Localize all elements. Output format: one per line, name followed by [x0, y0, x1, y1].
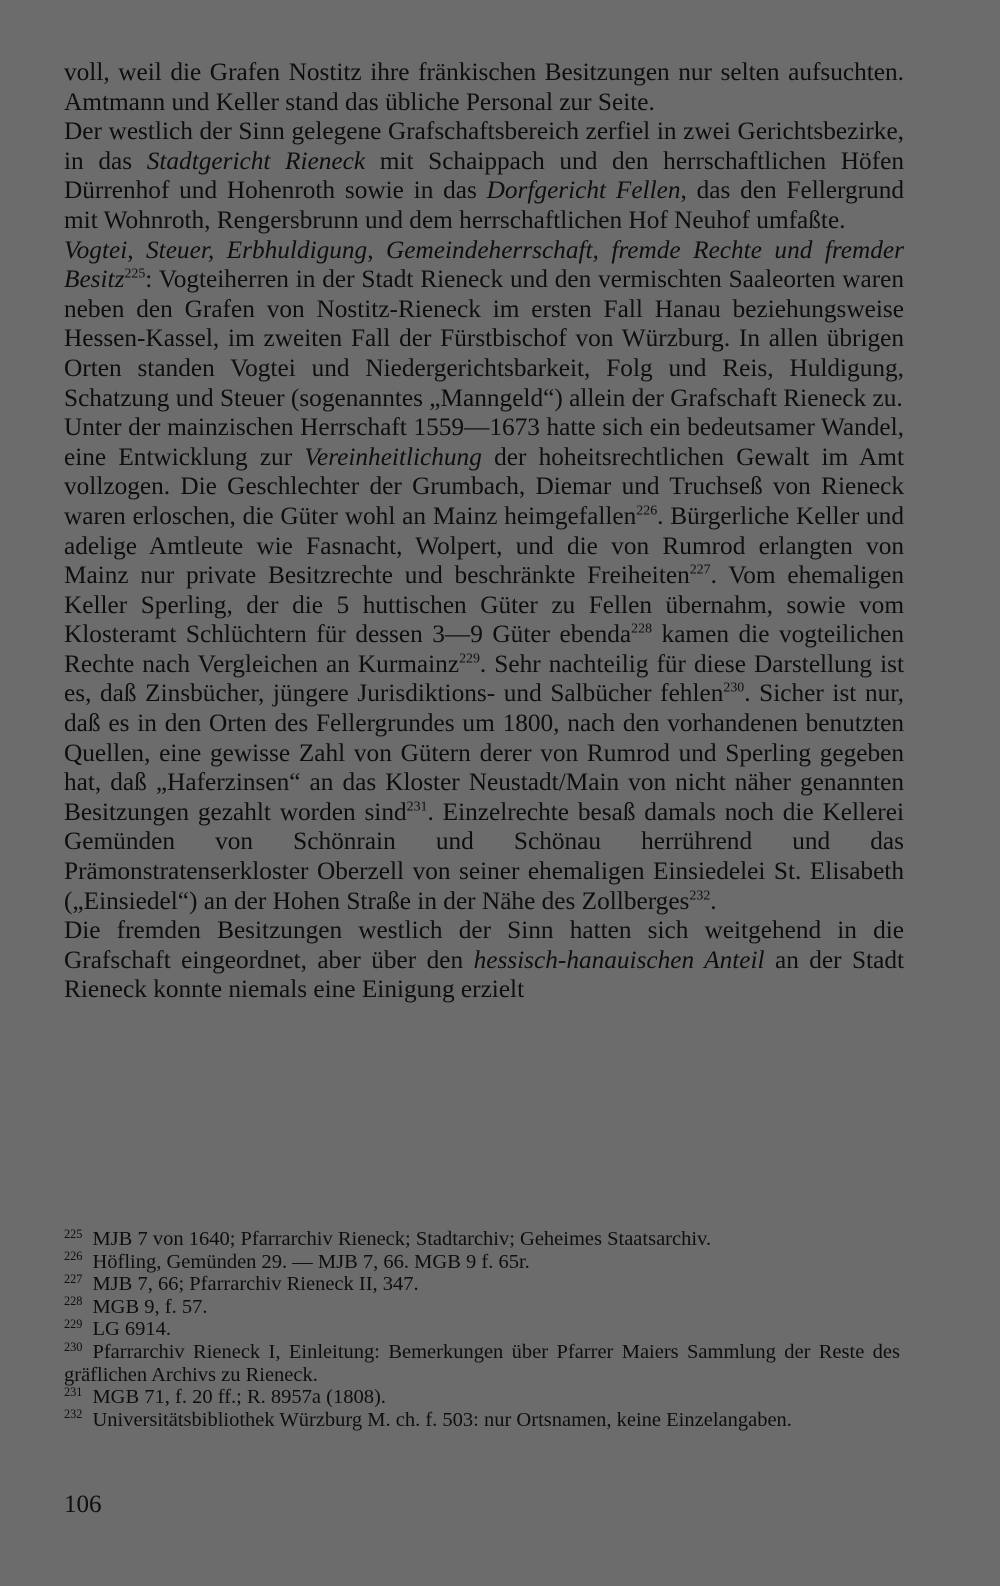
- text-run: . Einzelrechte besaß damals noch die Kellerei Gemünden von Schönrain und Schönau herrührend und das Prämonstratenserkloster Oberzell von seiner ehemaligen Einsiedelei St. Elisabeth („Einsiedel“) an der Hohen Straße in der Nähe des Zollberges: [64, 797, 904, 915]
- text-run: voll, weil die Grafen Nostitz ihre fränkischen Besitzungen nur selten aufsuchten. Amtmann und Keller stand das übliche Personal zur Seite.: [64, 58, 904, 116]
- footnote: [64, 1386, 900, 1409]
- paragraph-4: [64, 413, 904, 916]
- footnote-number: 225: [64, 1226, 83, 1241]
- footnote-text: Höfling, Gemünden 29. — MJB 7, 66. MGB 9 f. 65r.: [92, 1250, 530, 1273]
- footnote: [64, 1341, 900, 1386]
- text-run: : Vogteiherren in der Stadt Rieneck und den vermischten Saaleorten waren neben den Grafen von Nostitz-Rieneck im ersten Fall Hanau beziehungsweise Hessen-Kassel, im zweiten Fall der Fürstbischof von Würzburg. In allen übrigen Orten standen Vogtei und Niedergerichtsbarkeit, Folg und Reis, Huldigung, Schatzung und Steuer (sogenanntes „Manngeld“) allein der Grafschaft Rieneck zu.: [64, 265, 904, 412]
- footnote-number: 232: [64, 1407, 83, 1422]
- text-run: .: [710, 886, 717, 915]
- footnote-text: MJB 7 von 1640; Pfarrarchiv Rieneck; Stadtarchiv; Geheimes Staatsarchiv.: [92, 1228, 712, 1250]
- footnote: [64, 1409, 900, 1432]
- section-heading-italic: Vogtei, Steuer, Erbhuldigung, Gemeindeherrschaft, fremde Rechte und fremder Besitz: [64, 235, 904, 294]
- footnote: [64, 1228, 900, 1251]
- text-run: Unter der mainzischen Herrschaft 1559—1673 hatte sich ein bedeutsamer Wandel, eine Entwicklung zur: [64, 413, 904, 471]
- footnote-text: Pfarrarchiv Rieneck I, Einleitung: Bemerkungen über Pfarrer Maiers Sammlung der Reste des gräflichen Archivs zu Rieneck.: [64, 1340, 900, 1386]
- footnote-text: LG 6914.: [92, 1318, 172, 1341]
- footnotes: [64, 1228, 900, 1431]
- text-run: , das den Fellergrund mit Wohnroth, Rengersbrunn und dem herrschaftlichen Hof Neuhof umfaßte.: [64, 176, 904, 234]
- footnote-ref: 227: [689, 562, 711, 578]
- footnote-number: 230: [64, 1339, 83, 1354]
- footnote: [64, 1273, 900, 1296]
- italic-term: Stadtgericht Rieneck: [146, 146, 366, 175]
- paragraph-5: [64, 916, 904, 1005]
- footnote-number: 226: [64, 1249, 83, 1264]
- footnote-text: MGB 9, f. 57.: [92, 1295, 208, 1318]
- italic-term: hessisch-hanauischen Anteil: [473, 945, 765, 974]
- footnote-ref: 230: [723, 680, 745, 696]
- text-run: mit Schaippach und den herrschaftlichen Höfen Dürrenhof und Hohenroth sowie in das: [64, 146, 904, 205]
- footnote-ref: 225: [124, 266, 146, 282]
- text-run: Die fremden Besitzungen westlich der Sinn hatten sich weitgehend in die Grafschaft eingeordnet, aber über den: [64, 916, 904, 974]
- paragraph-2: [64, 117, 904, 235]
- text-run: kamen die vogteilichen Rechte nach Vergleichen an Kurmainz: [64, 620, 904, 678]
- footnote: [64, 1318, 900, 1341]
- footnote-ref: 231: [406, 799, 428, 815]
- page-number: 106: [64, 1491, 102, 1518]
- footnote-text: Universitätsbibliothek Würzburg M. ch. f. 503: nur Ortsnamen, keine Einzelangaben.: [92, 1408, 792, 1431]
- text-run: . Sehr nachteilig für diese Darstellung ist es, daß Zinsbücher, jüngere Jurisdiktions- und Salbücher fehlen: [64, 649, 904, 708]
- text-run: . Sicher ist nur, daß es in den Orten des Fellergrundes um 1800, nach den vorhandenen benutzten Quellen, eine gewisse Zahl von Gütern derer von Rumrod und Sperling gegeben hat, daß „Haferzinsen“ an das Kloster Neustadt/Main von nicht näher genannten Besitzungen gezahlt worden sind: [64, 679, 904, 826]
- italic-term: Dorfgericht Fellen: [486, 176, 681, 205]
- footnote-number: 229: [64, 1317, 83, 1331]
- main-text: [64, 58, 904, 1005]
- footnote: [64, 1296, 900, 1319]
- text-run: Der westlich der Sinn gelegene Grafschaftsbereich zerfiel in zwei Gerichtsbezirke, in das: [64, 117, 904, 175]
- footnote-text: MGB 71, f. 20 ff.; R. 8957a (1808).: [92, 1386, 386, 1409]
- footnote-ref: 229: [459, 651, 480, 667]
- footnote-ref: 232: [689, 887, 711, 903]
- footnote-number: 231: [64, 1384, 83, 1399]
- paragraph-1: [64, 58, 904, 117]
- footnote-number: 227: [64, 1271, 83, 1286]
- text-run: der hoheitsrechtlichen Gewalt im Amt vollzogen. Die Geschlechter der Grumbach, Diemar und Truchseß von Rieneck waren erloschen, die Güter wohl an Mainz heimgefallen: [64, 442, 904, 530]
- footnote-ref: 226: [636, 503, 658, 519]
- footnote-text: MJB 7, 66; Pfarrarchiv Rieneck II, 347.: [92, 1273, 419, 1296]
- text-run: an der Stadt Rieneck konnte niemals eine Einigung erzielt: [64, 945, 904, 1004]
- footnote-ref: 228: [631, 621, 653, 637]
- text-run: . Vom ehemaligen Keller Sperling, der die 5 huttischen Güter zu Fellen übernahm, sowie vom Klosteramt Schlüchtern für dessen 3—9 Güter ebenda: [64, 561, 904, 649]
- footnote: [64, 1251, 900, 1274]
- footnote-number: 228: [64, 1294, 83, 1309]
- text-run: . Bürgerliche Keller und adelige Amtleute wie Fasnacht, Wolpert, und die von Rumrod erlangten von Mainz nur private Besitzrechte und beschränkte Freiheiten: [64, 501, 904, 590]
- paragraph-3: [64, 236, 904, 414]
- italic-term: Vereinheitlichung: [304, 442, 482, 471]
